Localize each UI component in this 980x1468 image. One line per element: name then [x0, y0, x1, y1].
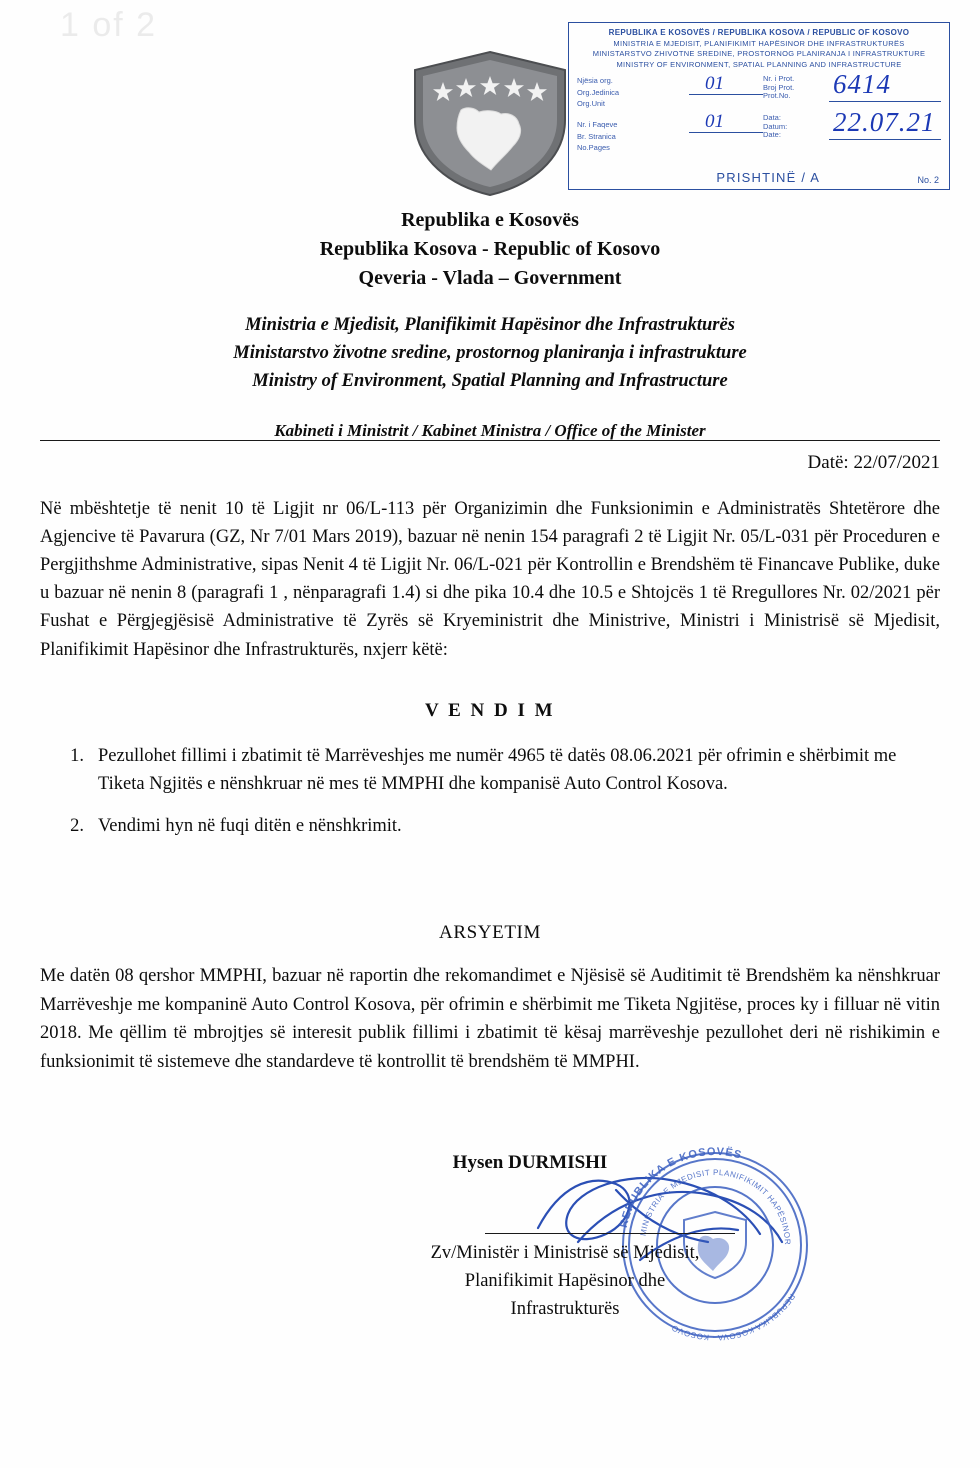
stamp-label-orgjedinica: Org.Jedinica [577, 87, 620, 97]
reasoning-heading: ARSYETIM [439, 922, 541, 943]
signatory-title-line-1: Zv/Ministër i Ministrisë së Mjedisit, [430, 1243, 700, 1263]
stamp-label-nopages: No.Pages [577, 143, 610, 153]
stamp-label-nrfaqeve: Nr. i Faqeve [577, 120, 618, 130]
signatory-title [0, 1240, 980, 1323]
stamp-label-protno: Prot.No. [763, 91, 791, 101]
stamp-title-line-3: MINISTRY OF ENVIRONMENT, SPATIAL PLANNING AND INFRASTRUCTURE [616, 60, 902, 70]
list-item-number: 1. [70, 746, 84, 766]
stamp-label-date: Date: [763, 130, 781, 140]
stamp-number: No. 2 [917, 175, 939, 185]
stamp-date-value: 22.07.21 [833, 107, 936, 138]
header-line-3: Qeveria - Vlada – Government [358, 267, 622, 289]
stamp-label-data: Data: [763, 113, 781, 123]
stamp-label-nriprot: Nr. i Prot. [763, 74, 795, 84]
stamp-label-njesia: Njësia org. [577, 76, 613, 86]
scan-page-marker: 1 of 2 [60, 6, 158, 44]
round-stamp-inner-text: MINISTRIA E MJEDISIT PLANIFIKIMIT HAPËSINOR [638, 1167, 793, 1246]
document-date: Datë: 22/07/2021 [807, 452, 940, 473]
protocol-stamp [568, 22, 950, 190]
decision-heading: V E N D I M [424, 700, 556, 721]
header-cabinet: Kabineti i Ministrit / Kabinet Ministra / Office of the Minister [274, 421, 706, 441]
stamp-body [569, 71, 949, 154]
document-preamble: Në mbështetje të nenit 10 të Ligjit nr 06/L-113 për Organizimin dhe Funksionimin e Administratës Shtetërore dhe Agjencive të Pavarura (GZ, Nr 7/01 Mars 2019), bazuar në nenin 154 paragrafi 2 të Ligjit Nr. 05/L-031 për Proceduren e Pergjithshme Administrative, sipas Nenit 4 të Ligjit Nr. 06/L-021 për Kontrollin e Brendshëm të Financave Publike, duke u bazuar në nenin 8 (paragrafi 1 , nënparagrafi 1.4) si dhe pika 10.4 dhe 10.5 e Shtojcës 1 të Rregullores Nr. 02/2021 për Fushat e Përgjegjësisë Administrative të Zyrës së Kryeministrit dhe Ministrive, Ministri i Ministrisë së Mjedisit, Planifikimit Hapësinor dhe Infrastrukturës, nxjerr këtë: [40, 499, 940, 660]
document-header [0, 206, 980, 441]
stamp-right-labels [763, 75, 829, 154]
header-republic [0, 206, 980, 293]
list-item-number: 2. [70, 816, 84, 837]
signatory-title-line-2: Planifikimit Hapësinor dhe [464, 1270, 666, 1291]
stamp-org-unit-value: 01 [705, 73, 724, 95]
header-divider [40, 440, 940, 441]
stamp-title [569, 23, 949, 71]
stamp-prot-no-value: 6414 [833, 69, 891, 100]
stamp-pages-value: 01 [705, 111, 724, 133]
stamp-title-line-2: MINISTARSTVO ZHIVOTNE SREDINE, PROSTORNOG PLANIRANJA I INFRASTRUKTURE [592, 49, 926, 59]
round-stamp-outer-text: REPUBLIKA E KOSOVËS [617, 1145, 744, 1229]
header-line-2: Republika Kosova - Republic of Kosovo [319, 238, 661, 260]
stamp-values [829, 69, 941, 154]
stamp-label-brojprot: Broj Prot. [763, 82, 795, 92]
list-item [62, 812, 912, 840]
stamp-left-labels [577, 75, 689, 154]
list-item [62, 742, 912, 798]
stamp-title-line-1: MINISTRIA E MJEDISIT, PLANIFIKIMIT HAPËSINOR DHE INFRASTRUKTURËS [613, 38, 905, 48]
header-ministry [0, 312, 980, 395]
stamp-title-line-0: REPUBLIKA E KOSOVËS / REPUBLIKA KOSOVA / REPUBLIC OF KOSOVO [608, 28, 910, 37]
header-ministry-en: Ministry of Environment, Spatial Planning and Infrastructure [252, 370, 728, 391]
header-ministry-sq: Ministria e Mjedisit, Planifikimit Hapësinor dhe Infrastrukturës [245, 315, 735, 335]
decision-items [62, 742, 912, 854]
signatory-title-line-3: Infrastrukturës [510, 1298, 620, 1319]
reasoning-body: Me datën 08 qershor MMPHI, bazuar në raportin dhe rekomandimet e Njësisë së Auditimit të Brendshëm ka nënshkruar Marrëveshje me kompaninë Auto Control Kosova, për ofrimin e shërbimit me Tiketa Ngjitëse, proces ky i filluar në vitin 2018. Me qëllim të mbrojtjes së interesit publik fillimi i zbatimit të kësaj marrëveshje pezullohet deri në rishikimin e funksionimit të sistemeve dhe standardeve të kontrollit të brendshëm të MMPHI. [40, 966, 940, 1073]
stamp-label-orgunit: Org.Unit [577, 99, 605, 109]
svg-text:REPUBLIKA KOSOVA · KOSOVO: REPUBLIKA KOSOVA · KOSOVO [670, 1292, 797, 1343]
stamp-label-brstranica: Br. Stranica [577, 131, 616, 141]
signature-rule [485, 1233, 735, 1234]
list-item-text: Pezullohet fillimi i zbatimit të Marrëveshjes me numër 4965 të datës 08.06.2021 për ofrimin e shërbimit me Tiketa Ngjitës e nënshkruar në mes të MMPHI dhe kompanisë Auto Control Kosova. [98, 746, 897, 795]
stamp-footer [569, 170, 949, 185]
stamp-label-datum: Datum: [763, 121, 788, 131]
list-item-text: Vendimi hyn në fuqi ditën e nënshkrimit. [98, 816, 402, 837]
signatory-name: Hysen DURMISHI [452, 1152, 608, 1173]
stamp-city: PRISHTINË / A [716, 170, 821, 185]
header-ministry-sr: Ministarstvo životne sredine, prostornog planiranja i infrastrukture [233, 342, 747, 363]
header-line-1: Republika e Kosovës [401, 209, 579, 231]
stamp-unit-values [689, 75, 763, 154]
